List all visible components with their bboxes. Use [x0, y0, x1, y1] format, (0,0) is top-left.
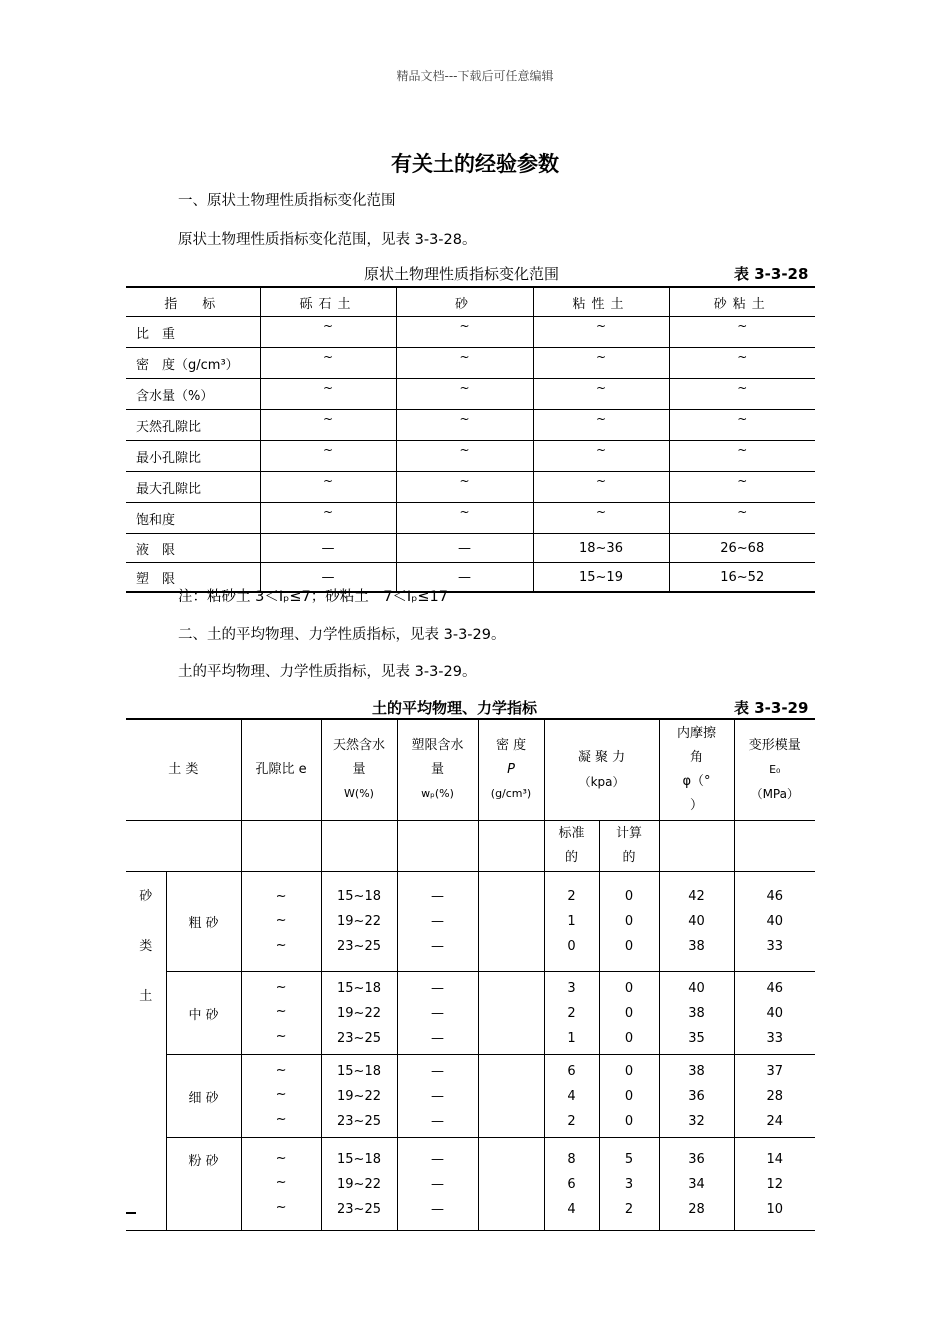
table2-cohesion-std-value: 8	[567, 1151, 576, 1167]
table1-cell: ~	[669, 317, 815, 348]
table2-cohesion-std-value: 4	[567, 1088, 576, 1104]
table1-cell: ~	[396, 441, 533, 472]
table2-friction-value: 38	[688, 939, 705, 954]
table1-row-label: 天然孔隙比	[126, 410, 260, 441]
table2-modulus-value: 40	[766, 914, 784, 929]
water-content-line3: W(%)	[344, 787, 374, 800]
table1-cell: ~	[669, 379, 815, 410]
table2-plastic-value: —	[431, 980, 445, 996]
table2-soil-name: 粉 砂	[166, 1138, 241, 1231]
standard-line1: 标准	[558, 826, 585, 841]
table2-friction-value: 32	[688, 1113, 705, 1129]
table2-void-value: ~	[275, 1151, 287, 1166]
table2-sub-empty-3	[321, 821, 397, 872]
standard-line2: 的	[565, 850, 579, 865]
table2-friction-value: 38	[688, 1005, 705, 1021]
table1-col-sandy-clay: 砂粘土	[669, 287, 815, 317]
table2-modulus-value: 24	[766, 1113, 784, 1129]
table1-col-sand: 砂	[396, 287, 533, 317]
table2-water-value: 23~25	[337, 1113, 381, 1129]
table2-col-density	[478, 719, 544, 821]
table2-col-void-ratio: 孔隙比 e	[241, 719, 321, 821]
table2-friction	[659, 972, 734, 1055]
calculated-line2: 的	[622, 850, 636, 865]
table1-col-clay: 粘性土	[533, 287, 669, 317]
table1-row-label: 比 重	[126, 317, 260, 348]
table2-friction-value: 38	[688, 1063, 705, 1079]
table2-group-row	[126, 872, 815, 972]
table-3-3-29	[126, 718, 815, 1217]
table1-cell: —	[260, 534, 396, 563]
table1-cell: 26~68	[669, 534, 815, 563]
table2-cohesion-calc-value: 0	[624, 980, 634, 996]
modulus-line1: 变形模量	[748, 738, 801, 753]
section2-intro: 土的平均物理、力学性质指标，见表 3-3-29。	[178, 664, 477, 680]
table2-friction-value: 36	[688, 1151, 705, 1167]
table2-void	[241, 972, 321, 1055]
table1-row-label: 最大孔隙比	[126, 472, 260, 503]
table1-row	[126, 441, 815, 472]
table2-modulus-value: 28	[766, 1088, 784, 1104]
table2-density	[478, 1138, 544, 1231]
table2-cohesion-calc-value: 0	[624, 1088, 634, 1104]
table1-col-gravel: 砾石土	[260, 287, 396, 317]
table2-modulus-value: 12	[766, 1176, 784, 1192]
friction-line3: φ（°	[682, 774, 711, 789]
table1-cell: ~	[396, 503, 533, 534]
section2-heading: 二、土的平均物理、力学性质指标，见表 3-3-29。	[178, 627, 506, 643]
table2-modulus	[734, 972, 815, 1055]
table1-cell: ~	[669, 441, 815, 472]
table2-plastic	[397, 1055, 478, 1138]
table2-group-row	[126, 972, 815, 1055]
density-line3: (g/cm³)	[490, 787, 532, 800]
table1-cell: ~	[533, 410, 669, 441]
table2-cohesion-std-value: 1	[567, 1030, 576, 1046]
table2-modulus	[734, 1055, 815, 1138]
table2-plastic-value: —	[431, 1030, 445, 1046]
table2-plastic	[397, 972, 478, 1055]
friction-line2: 角	[690, 750, 704, 765]
table2-sub-empty-7	[734, 821, 815, 872]
table1-cell: ~	[533, 379, 669, 410]
table2-void	[241, 1055, 321, 1138]
table2-plastic-value: —	[431, 1088, 445, 1104]
table1-cell: ~	[669, 410, 815, 441]
water-content-line1: 天然含水	[333, 738, 386, 753]
plastic-limit-line1: 塑限含水	[411, 738, 464, 753]
table2-void-value: ~	[275, 888, 287, 904]
table2-modulus-value: 33	[766, 1030, 784, 1046]
table2-water-value: 23~25	[337, 939, 381, 954]
table2-header-row	[126, 719, 815, 821]
table2-cohesion-std-value: 3	[567, 980, 576, 996]
table2-water-value: 19~22	[337, 1088, 381, 1104]
table1-cell: 16~52	[669, 563, 815, 593]
friction-line4: ）	[690, 798, 704, 813]
table2-friction	[659, 1055, 734, 1138]
table2-soil-name: 中 砂	[166, 972, 241, 1055]
table2-void-value: ~	[275, 980, 287, 995]
cohesion-line2: （kpa）	[578, 775, 625, 789]
table2-col-cohesion-calculated	[599, 821, 659, 872]
table2-cohesion-calc	[599, 1138, 659, 1231]
table2-cohesion-calc-value: 0	[624, 939, 634, 954]
table1-row	[126, 379, 815, 410]
table2-cohesion-std-value: 6	[567, 1176, 576, 1192]
table1-cell: ~	[260, 348, 396, 379]
footer-dash	[126, 1212, 136, 1214]
table2-water	[321, 1055, 397, 1138]
category-char: 类	[139, 939, 153, 954]
table2-cohesion-calc	[599, 972, 659, 1055]
table1-cell: ~	[396, 348, 533, 379]
table2-soil-name: 粗 砂	[166, 872, 241, 972]
table1-cell: ~	[533, 503, 669, 534]
table2-cohesion-calc	[599, 872, 659, 972]
table2-plastic-value: —	[431, 1005, 445, 1021]
table2-sub-empty-6	[659, 821, 734, 872]
table2-col-friction	[659, 719, 734, 821]
table1-cell: ~	[260, 503, 396, 534]
table2-sub-empty-4	[397, 821, 478, 872]
table2-cohesion-calc-value: 0	[624, 1113, 634, 1129]
table2-density	[478, 1055, 544, 1138]
table2-friction-value: 36	[688, 1088, 705, 1104]
table1-cell: ~	[533, 441, 669, 472]
table2-void-value: ~	[275, 912, 287, 928]
table2-void-value: ~	[275, 1200, 287, 1215]
table1-cell: ~	[533, 348, 669, 379]
table2-density	[478, 872, 544, 972]
table2-cohesion-std	[544, 972, 599, 1055]
table2-plastic-value: —	[431, 939, 445, 954]
density-line1: 密 度	[495, 738, 527, 753]
table1-cell: ~	[396, 410, 533, 441]
table2-cohesion-std-value: 6	[567, 1063, 576, 1079]
document-title: 有关土的经验参数	[391, 152, 559, 176]
table1-cell: —	[396, 534, 533, 563]
table2-water-value: 15~18	[337, 1151, 381, 1167]
table2-cohesion-std-value: 2	[567, 1005, 576, 1021]
modulus-line3: （MPa）	[750, 787, 799, 801]
table2-void	[241, 872, 321, 972]
table2-cohesion-std-value: 4	[567, 1201, 576, 1217]
table2-void	[241, 1138, 321, 1231]
table2-col-water-content	[321, 719, 397, 821]
table2-water-value: 15~18	[337, 980, 381, 996]
table2-col-soil-type: 土 类	[126, 719, 241, 821]
table1-cell: ~	[260, 379, 396, 410]
table2-water-value: 23~25	[337, 1201, 381, 1217]
table2-friction-value: 40	[688, 980, 705, 996]
table2-cohesion-calc-value: 0	[624, 889, 634, 904]
table1-col-index: 指 标	[126, 287, 260, 317]
table2-modulus-value: 14	[766, 1151, 784, 1167]
section1-heading: 一、原状土物理性质指标变化范围	[178, 193, 396, 209]
table2-group-row	[126, 1055, 815, 1138]
table2-plastic-value: —	[431, 1176, 445, 1192]
table2-cohesion-calc-value: 3	[624, 1176, 634, 1192]
cohesion-line1: 凝 聚 力	[577, 750, 626, 765]
table1-row	[126, 348, 815, 379]
table2-cohesion-calc-value: 0	[624, 914, 634, 929]
table2-sub-empty-2	[241, 821, 321, 872]
table1-row	[126, 503, 815, 534]
table2-col-cohesion	[544, 719, 659, 821]
table1-cell: ~	[260, 441, 396, 472]
table2-friction-value: 40	[688, 914, 705, 929]
table1-cell: ~	[260, 317, 396, 348]
table1-cell: ~	[260, 472, 396, 503]
table2-water-value: 19~22	[337, 914, 381, 929]
table1-cell: ~	[396, 379, 533, 410]
table2-group-row	[126, 1138, 815, 1231]
table2-modulus	[734, 1138, 815, 1231]
table1-note: 注：粘砂土 3＜Iₚ≤7；砂粘土 7＜Iₚ≤17	[178, 589, 449, 605]
table1-cell: —	[260, 563, 396, 593]
table2-plastic-value: —	[431, 889, 445, 904]
table2-cohesion-calc-value: 0	[624, 1005, 634, 1021]
table1-cell: ~	[669, 348, 815, 379]
table2-cohesion-calc-value: 0	[624, 1030, 634, 1046]
table2-void-value: ~	[275, 1112, 287, 1127]
table2-modulus-value: 40	[766, 1005, 784, 1021]
table1-number: 表 3-3-28	[734, 265, 809, 283]
table2-title: 土的平均物理、力学指标	[372, 699, 538, 717]
table2-density	[478, 972, 544, 1055]
table2-void-value: ~	[275, 937, 287, 953]
table1-cell: —	[396, 563, 533, 593]
water-content-line2: 量	[352, 762, 366, 777]
table2-void-value: ~	[275, 1175, 287, 1190]
table2-water-value: 15~18	[337, 889, 381, 904]
table2-col-plastic-limit	[397, 719, 478, 821]
table2-plastic-value: —	[431, 1063, 445, 1079]
table2-cohesion-calc-value: 5	[624, 1151, 634, 1167]
table1-title: 原状土物理性质指标变化范围	[364, 265, 560, 283]
table2-col-cohesion-standard	[544, 821, 599, 872]
table1-cell: ~	[396, 317, 533, 348]
table2-modulus	[734, 872, 815, 972]
density-line2: P	[507, 762, 515, 777]
table2-cohesion-std-value: 0	[567, 939, 576, 954]
table1-row	[126, 317, 815, 348]
table2-number: 表 3-3-29	[734, 699, 809, 717]
section1-intro: 原状土物理性质指标变化范围，见表 3-3-28。	[178, 232, 477, 248]
calculated-line1: 计算	[616, 826, 643, 841]
table2-water-value: 15~18	[337, 1063, 381, 1079]
table2-water	[321, 872, 397, 972]
table1-row-label: 含水量（%）	[126, 379, 260, 410]
table2-cohesion-calc-value: 0	[624, 1063, 634, 1079]
table2-cohesion-calc	[599, 1055, 659, 1138]
table2-soil-name: 细 砂	[166, 1055, 241, 1138]
table2-modulus-value: 33	[766, 939, 784, 954]
table2-plastic-value: —	[431, 914, 445, 929]
table1-cell: ~	[533, 317, 669, 348]
table2-plastic	[397, 1138, 478, 1231]
table2-friction-value: 34	[688, 1176, 705, 1192]
table1-row	[126, 410, 815, 441]
table2-cohesion-std-value: 1	[567, 914, 576, 929]
table2-cohesion-std-value: 2	[567, 1113, 576, 1129]
table2-cohesion-std	[544, 872, 599, 972]
table2-void-value: ~	[275, 1063, 287, 1078]
table2-subheader-row	[126, 821, 815, 872]
table2-water	[321, 972, 397, 1055]
table2-water-value: 19~22	[337, 1176, 381, 1192]
table-3-3-28	[126, 286, 815, 593]
table2-modulus-value: 10	[766, 1201, 784, 1217]
table2-cohesion-calc-value: 2	[624, 1201, 634, 1217]
table1-row	[126, 472, 815, 503]
table2-void-value: ~	[275, 1029, 287, 1044]
modulus-line2: E₀	[769, 763, 781, 776]
table1-header-row	[126, 287, 815, 317]
table1-row-label: 密 度（g/cm³）	[126, 348, 260, 379]
table2-category	[126, 872, 166, 1231]
table1-cell: ~	[669, 503, 815, 534]
table2-cohesion-std	[544, 1138, 599, 1231]
table2-sub-empty-1	[126, 821, 241, 872]
category-char: 土	[139, 989, 153, 1004]
table1-cell: ~	[260, 410, 396, 441]
table2-water-value: 19~22	[337, 1005, 381, 1021]
table2-water	[321, 1138, 397, 1231]
table2-water-value: 23~25	[337, 1030, 381, 1046]
table1-cell: ~	[396, 472, 533, 503]
table1-row-label: 塑 限	[126, 563, 260, 593]
table1-cell: ~	[533, 472, 669, 503]
table2-friction-value: 42	[688, 889, 705, 904]
table2-modulus-value: 46	[766, 980, 784, 996]
table1-cell: 18~36	[533, 534, 669, 563]
friction-line1: 内摩擦	[677, 726, 717, 741]
table2-void-value: ~	[275, 1004, 287, 1019]
table1-row-label: 饱和度	[126, 503, 260, 534]
header-note: 精品文档---下载后可任意编辑	[396, 69, 554, 83]
table1-row-label: 最小孔隙比	[126, 441, 260, 472]
table2-col-modulus	[734, 719, 815, 821]
table2-friction-value: 28	[688, 1201, 705, 1217]
table2-cohesion-std	[544, 1055, 599, 1138]
table2-plastic-value: —	[431, 1113, 445, 1129]
table1-row	[126, 534, 815, 563]
table1-row-label: 液 限	[126, 534, 260, 563]
table2-friction	[659, 872, 734, 972]
plastic-limit-line3: wₚ(%)	[421, 787, 454, 800]
table2-modulus-value: 46	[766, 889, 784, 904]
table2-void-value: ~	[275, 1087, 287, 1102]
table1-cell: ~	[669, 472, 815, 503]
table2-plastic-value: —	[431, 1151, 445, 1167]
plastic-limit-line2: 量	[431, 762, 445, 777]
table2-plastic-value: —	[431, 1201, 445, 1217]
table2-friction-value: 35	[688, 1030, 705, 1046]
table2-friction	[659, 1138, 734, 1231]
table2-sub-empty-5	[478, 821, 544, 872]
table2-plastic	[397, 872, 478, 972]
category-char: 砂	[139, 889, 153, 904]
table2-cohesion-std-value: 2	[567, 889, 576, 904]
table2-modulus-value: 37	[766, 1063, 784, 1079]
table1-cell: 15~19	[533, 563, 669, 593]
